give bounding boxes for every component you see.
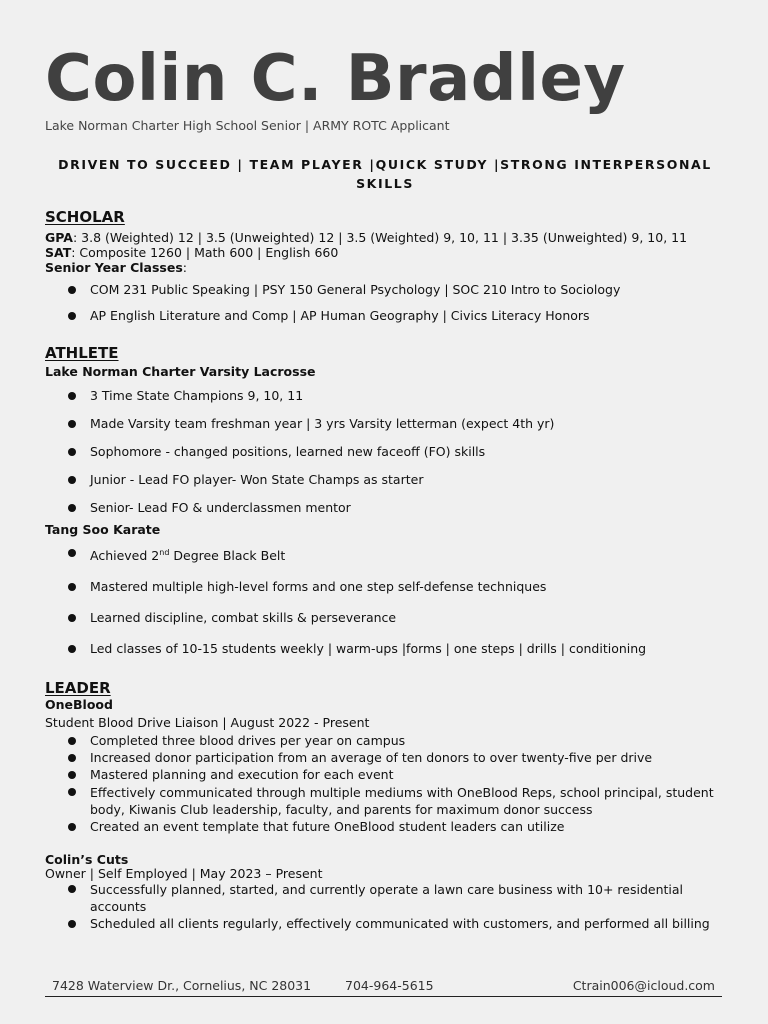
oneblood-list: [45, 733, 720, 835]
sat-label: SAT: [45, 245, 72, 260]
bullet-icon: [68, 476, 76, 484]
bullet-icon: [68, 448, 76, 456]
list-item: Learned discipline, combat skills & perseverance: [45, 610, 720, 626]
bullet-icon: [68, 549, 76, 557]
karate-heading: Tang Soo Karate: [45, 522, 161, 537]
bullet-icon: [68, 823, 76, 831]
bullet-icon: [68, 312, 76, 320]
gpa-line: [45, 230, 687, 245]
list-item: Successfully planned, started, and currently operate a lawn care business with 10+ residential accounts: [45, 881, 720, 915]
list-item: AP English Literature and Comp | AP Human Geography | Civics Literacy Honors: [45, 308, 720, 324]
bullet-icon: [68, 771, 76, 779]
classes-colon: :: [182, 260, 188, 275]
bullet-icon: [68, 614, 76, 622]
list-item: Increased donor participation from an average of ten donors to over twenty-five per drive: [45, 750, 720, 766]
sat-text: : Composite 1260 | Math 600 | English 660: [71, 245, 339, 260]
bullet-icon: [68, 788, 76, 796]
list-item: Mastered planning and execution for each event: [45, 767, 720, 783]
list-item: Achieved 2nd Degree Black Belt: [45, 545, 720, 564]
list-item: Made Varsity team freshman year | 3 yrs Varsity letterman (expect 4th yr): [45, 416, 720, 432]
oneblood-heading: OneBlood: [45, 697, 113, 712]
classes-line: [45, 260, 187, 275]
list-item: Completed three blood drives per year on campus: [45, 733, 720, 749]
bullet-icon: [68, 583, 76, 591]
cuts-role: Owner | Self Employed | May 2023 – Present: [45, 866, 323, 881]
section-title-athlete: ATHLETE: [45, 344, 119, 362]
oneblood-role: Student Blood Drive Liaison | August 2022 - Present: [45, 715, 370, 730]
list-item: Senior- Lead FO & underclassmen mentor: [45, 500, 720, 516]
bullet-icon: [68, 885, 76, 893]
classes-label: Senior Year Classes: [45, 260, 183, 275]
list-item: 3 Time State Champions 9, 10, 11: [45, 388, 720, 404]
bullet-icon: [68, 504, 76, 512]
list-item: Led classes of 10-15 students weekly | warm-ups |forms | one steps | drills | conditioning: [45, 641, 720, 657]
list-item: Scheduled all clients regularly, effectively communicated with customers, and performed all billing: [45, 916, 720, 932]
bullet-icon: [68, 920, 76, 928]
candidate-subtitle: Lake Norman Charter High School Senior | ARMY ROTC Applicant: [45, 118, 450, 133]
bullet-icon: [68, 420, 76, 428]
sat-line: [45, 245, 338, 260]
bullet-icon: [68, 286, 76, 294]
section-title-leader: LEADER: [45, 679, 111, 697]
cuts-list: [45, 881, 720, 932]
bullet-icon: [68, 737, 76, 745]
karate-list: [45, 545, 720, 657]
section-title-scholar: SCHOLAR: [45, 208, 125, 226]
address-text: 7428 Waterview Dr., Cornelius, NC 28031: [52, 978, 312, 993]
phone-text: 704-964-5615: [345, 978, 434, 993]
cuts-heading: Colin’s Cuts: [45, 852, 129, 867]
bullet-icon: [68, 645, 76, 653]
list-item: Junior - Lead FO player- Won State Champs as starter: [45, 472, 720, 488]
tagline: DRIVEN TO SUCCEED | TEAM PLAYER |QUICK STUDY |STRONG INTERPERSONAL SKILLS: [58, 157, 712, 191]
list-item: Effectively communicated through multiple mediums with OneBlood Reps, school principal, student body, Kiwanis Club leadership, faculty, and parents for maximum donor success: [45, 784, 720, 818]
lacrosse-heading: Lake Norman Charter Varsity Lacrosse: [45, 364, 316, 379]
gpa-text: : 3.8 (Weighted) 12 | 3.5 (Unweighted) 12 | 3.5 (Weighted) 9, 10, 11 | 3.35 (Unweighted) 9, 10, 11: [72, 230, 688, 245]
list-item: Created an event template that future OneBlood student leaders can utilize: [45, 819, 720, 835]
candidate-name: Colin C. Bradley: [45, 42, 626, 116]
list-item: Mastered multiple high-level forms and one step self-defense techniques: [45, 579, 720, 595]
list-item: Sophomore - changed positions, learned new faceoff (FO) skills: [45, 444, 720, 460]
contact-footer: [45, 976, 722, 997]
bullet-icon: [68, 392, 76, 400]
lacrosse-list: [45, 388, 720, 516]
list-item: COM 231 Public Speaking | PSY 150 General Psychology | SOC 210 Intro to Sociology: [45, 282, 720, 298]
bullet-icon: [68, 754, 76, 762]
classes-list: [45, 282, 720, 324]
email-text: Ctrain006@icloud.com: [572, 978, 715, 993]
gpa-label: GPA: [45, 230, 73, 245]
